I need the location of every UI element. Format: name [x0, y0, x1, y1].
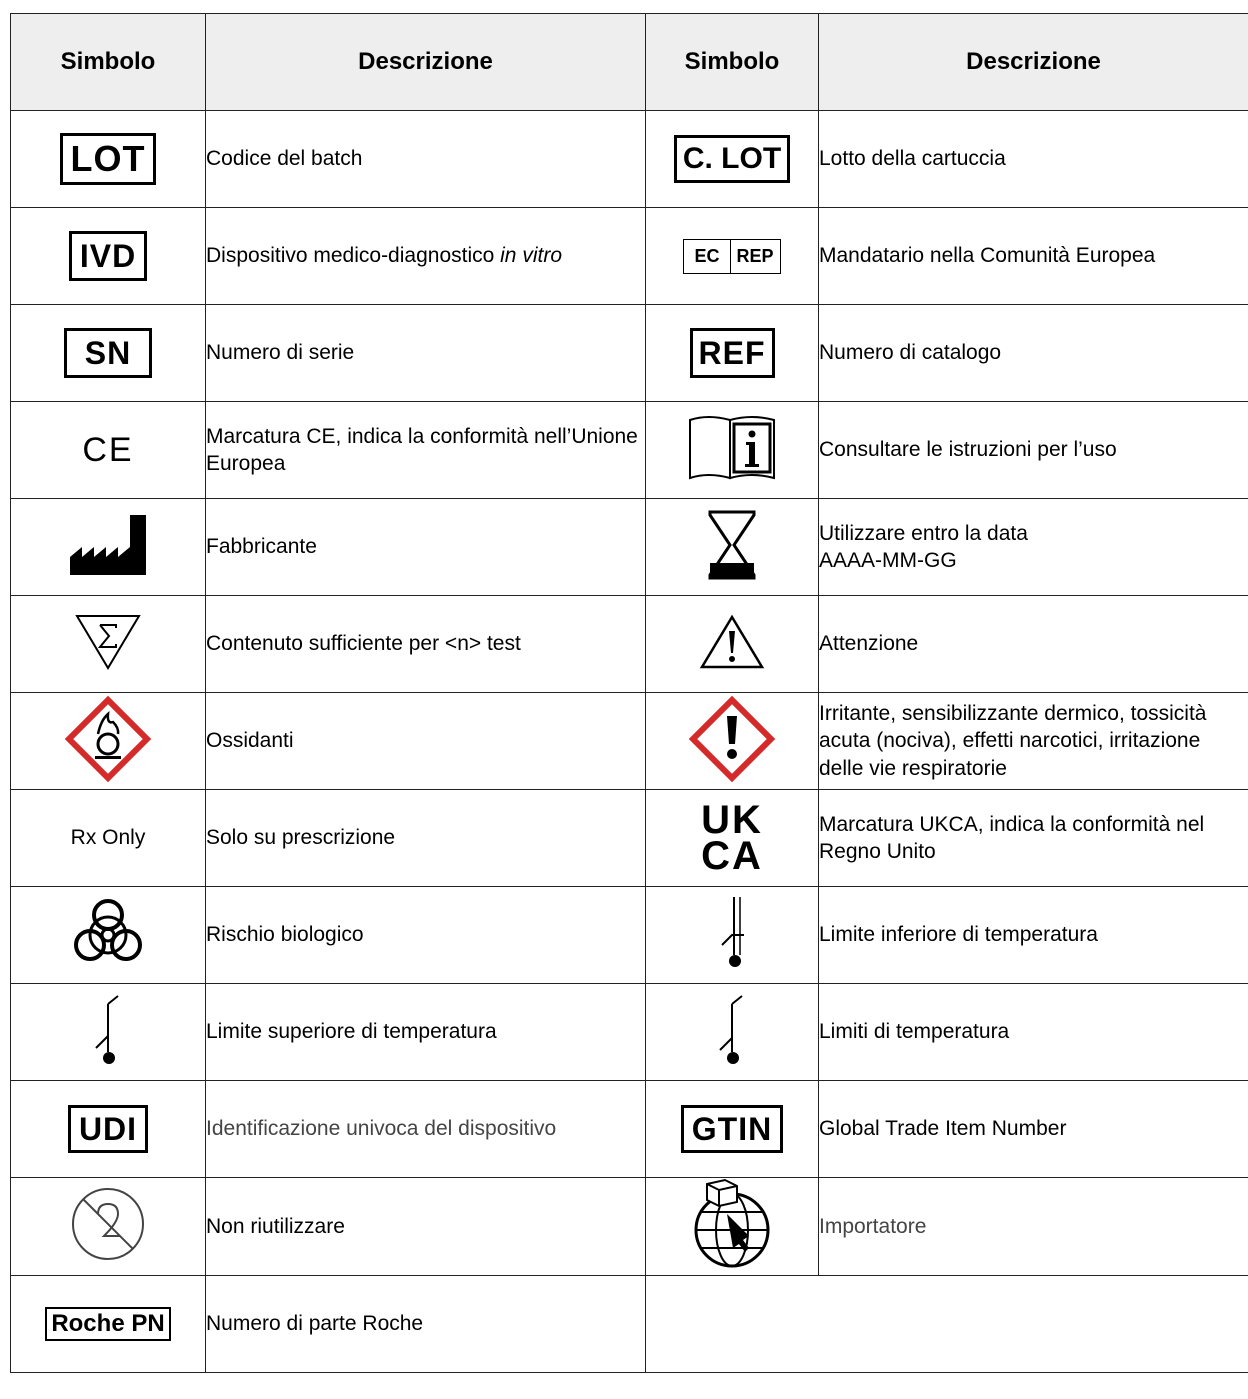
- table-row: [11, 305, 1248, 402]
- sigma-triangle-icon: [73, 612, 143, 672]
- ec-label: EC: [694, 245, 720, 266]
- description-cell: Marcatura CE, indica la conformità nell’Unione Europea: [206, 402, 646, 499]
- description-cell: Consultare le istruzioni per l’uso: [819, 402, 1248, 499]
- table-row: [11, 111, 1248, 208]
- description-text: Dispositivo medico-diagnostico: [206, 244, 501, 268]
- description-cell: Contenuto sufficiente per <n> test: [206, 596, 646, 693]
- roche-pn-icon: Roche PN: [45, 1307, 170, 1341]
- description-line: AAAA-MM-GG: [819, 549, 957, 572]
- description-cell: Non riutilizzare: [206, 1178, 646, 1276]
- table-row: [11, 1081, 1248, 1178]
- description-cell: Lotto della cartuccia: [819, 111, 1248, 208]
- symbols-table: [10, 13, 1248, 1373]
- ukca-mark-icon: [701, 798, 763, 878]
- header-symbol: Simbolo: [11, 14, 206, 111]
- description-cell: Limite superiore di temperatura: [206, 984, 646, 1081]
- table-row: [11, 887, 1248, 984]
- table-row: [11, 596, 1248, 693]
- description-cell: Codice del batch: [206, 111, 646, 208]
- header-description: Descrizione: [819, 14, 1248, 111]
- lower-temperature-limit-icon: [702, 893, 762, 973]
- lot-icon: LOT: [60, 133, 157, 185]
- description-cell: Attenzione: [819, 596, 1248, 693]
- description-italic-text: in vitro: [500, 244, 562, 268]
- table-row: [11, 1276, 1248, 1373]
- description-cell: Fabbricante: [206, 499, 646, 596]
- description-cell: Mandatario nella Comunità Europea: [819, 208, 1248, 305]
- do-not-reuse-icon: [68, 1184, 148, 1264]
- description-cell: Marcatura UKCA, indica la conformità nel Regno Unito: [819, 790, 1248, 887]
- table-row: [11, 693, 1248, 790]
- ce-mark-icon: CE: [82, 430, 134, 469]
- biohazard-icon: [70, 895, 146, 971]
- description-cell: [206, 208, 646, 305]
- description-cell: [819, 499, 1248, 596]
- description-cell: Ossidanti: [206, 693, 646, 790]
- description-cell: Numero di catalogo: [819, 305, 1248, 402]
- description-line: Utilizzare entro la data: [819, 521, 1028, 545]
- description-cell: Importatore: [819, 1178, 1248, 1276]
- ukca-line: UK: [701, 798, 763, 842]
- description-cell: Irritante, sensibilizzante dermico, tossicità acuta (nociva), effetti narcotici, irritazione delle vie respiratorie: [819, 693, 1248, 790]
- ukca-line: CA: [701, 834, 763, 878]
- description-cell: Solo su prescrizione: [206, 790, 646, 887]
- importer-icon: [687, 1178, 777, 1270]
- description-cell: Numero di parte Roche: [206, 1276, 646, 1373]
- rep-label: REP: [730, 240, 780, 273]
- header-row: [11, 14, 1248, 111]
- empty-cell: [646, 1276, 1248, 1373]
- udi-icon: UDI: [68, 1105, 148, 1153]
- ref-icon: REF: [690, 328, 775, 378]
- description-cell: Identificazione univoca del dispositivo: [206, 1081, 646, 1178]
- ivd-icon: IVD: [69, 231, 147, 281]
- table-row: [11, 499, 1248, 596]
- table-row: [11, 208, 1248, 305]
- table-row: [11, 402, 1248, 499]
- description-cell: Rischio biologico: [206, 887, 646, 984]
- description-cell: Numero di serie: [206, 305, 646, 402]
- ec-rep-icon: [683, 239, 780, 274]
- hourglass-icon: [707, 509, 757, 581]
- instructions-for-use-icon: [686, 414, 778, 482]
- oxidizer-pictogram-icon: [65, 696, 151, 782]
- temperature-limits-icon: [702, 990, 762, 1070]
- table-row: [11, 984, 1248, 1081]
- gtin-icon: GTIN: [681, 1105, 783, 1153]
- warning-triangle-icon: [699, 614, 765, 670]
- manufacturer-icon: [68, 513, 148, 577]
- header-description: Descrizione: [206, 14, 646, 111]
- description-cell: Global Trade Item Number: [819, 1081, 1248, 1178]
- header-symbol: Simbolo: [646, 14, 819, 111]
- serial-number-icon: SN: [64, 328, 152, 378]
- rx-only-icon: Rx Only: [70, 826, 146, 849]
- cartridge-lot-icon: C. LOT: [674, 135, 790, 183]
- exclamation-pictogram-icon: [689, 696, 775, 782]
- upper-temperature-limit-icon: [78, 990, 138, 1070]
- description-cell: Limiti di temperatura: [819, 984, 1248, 1081]
- table-row: [11, 1178, 1248, 1276]
- table-row: [11, 790, 1248, 887]
- description-cell: Limite inferiore di temperatura: [819, 887, 1248, 984]
